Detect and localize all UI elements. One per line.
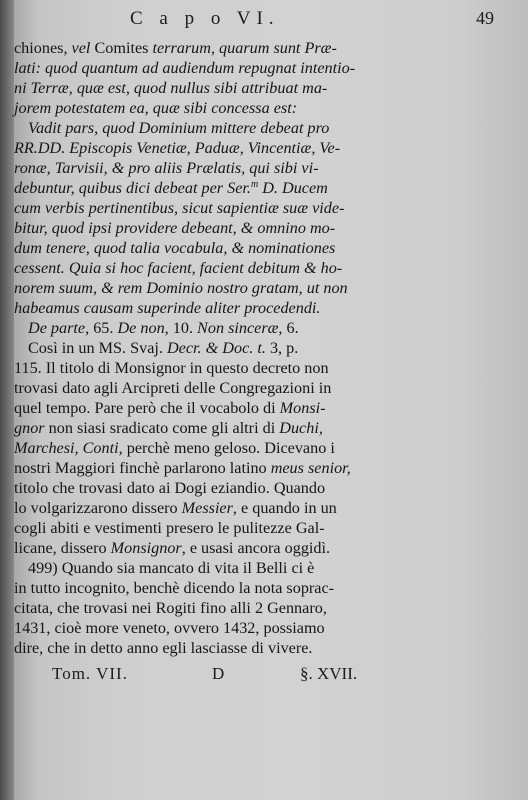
- text-line: [14, 258, 398, 278]
- text-segment: 10.: [172, 319, 198, 337]
- text-segment: lati: quod quantum ad audiendum repugnat intentio-: [14, 59, 356, 77]
- chapter-title: C a p o VI.: [130, 8, 280, 29]
- text-segment: habeamus causam superinde aliter procedendi.: [14, 299, 321, 317]
- text-segment: 3, p.: [265, 339, 299, 357]
- text-segment: bitur, quod ipsi providere debeant, & omnino mo-: [14, 219, 336, 237]
- text-segment: 115. Il titolo di Monsignor in questo decreto non: [14, 359, 329, 377]
- text-segment: Duchi,: [279, 419, 323, 437]
- text-segment: norem suum, & rem Dominio nostro gratam, ut non: [14, 279, 348, 297]
- text-segment: ni Terræ, quæ est, quod nullus sibi attribuat ma-: [14, 79, 328, 97]
- text-line: [14, 438, 398, 458]
- text-line: [14, 598, 398, 618]
- text-segment: 65.: [93, 319, 118, 337]
- text-segment: 499) Quando sia mancato di vita il Belli ci è: [28, 559, 315, 577]
- text-segment: dire, che in detto anno egli lasciasse di vivere.: [14, 639, 313, 657]
- text-segment: cum verbis pertinentibus, sicut sapientiæ suæ vide-: [14, 199, 345, 217]
- text-segment: titolo che trovasi dato ai Dogi eziandio. Quando: [14, 479, 326, 497]
- text-segment: Così in un MS. Svaj.: [28, 339, 167, 357]
- text-line: [14, 358, 398, 378]
- text-line: [14, 278, 398, 298]
- text-line: [14, 538, 398, 558]
- text-line: [14, 338, 398, 358]
- text-segment: Monsi-: [279, 399, 326, 417]
- text-segment: ronæ, Tarvisii, & pro aliis Prælatis, qui sibi vi-: [14, 159, 319, 177]
- running-head: [0, 8, 528, 34]
- text-line: [14, 378, 398, 398]
- text-line: [14, 478, 398, 498]
- text-line: [14, 398, 398, 418]
- text-segment: meus senior,: [270, 459, 351, 477]
- text-segment: in tutto incognito, benchè dicendo la nota soprac-: [14, 579, 335, 597]
- text-segment: trovasi dato agli Arcipreti delle Congregazioni in: [14, 379, 332, 397]
- text-segment: jorem potestatem ea, quæ sibi concessa est:: [14, 99, 298, 117]
- text-line: [14, 618, 398, 638]
- text-segment: cessent. Quia si hoc facient, facient debitum & ho-: [14, 259, 343, 277]
- text-line: [14, 138, 398, 158]
- text-line: [14, 98, 398, 118]
- text-segment: citata, che trovasi nei Rogiti fino alli 2 Gennaro,: [14, 599, 327, 617]
- text-line: [14, 178, 398, 198]
- body-text: [14, 38, 398, 658]
- text-segment: , e usasi ancora oggidì.: [181, 539, 331, 557]
- text-line: [14, 238, 398, 258]
- text-segment: Non sinceræ,: [197, 319, 287, 337]
- text-line: [14, 418, 398, 438]
- page-number: 49: [476, 8, 494, 28]
- text-segment: Monsignor: [110, 539, 182, 557]
- text-segment: D. Ducem: [258, 179, 328, 197]
- text-segment: perchè meno geloso. Dicevano i: [122, 439, 335, 457]
- text-segment: dum tenere, quod talia vocabula, & nominationes: [14, 239, 336, 257]
- text-segment: cogli abiti e vestimenti presero le pulitezze Gal-: [14, 519, 325, 537]
- text-line: [14, 558, 398, 578]
- catchword: §. XVII.: [300, 664, 358, 683]
- text-segment: Decr. & Doc. t.: [166, 339, 266, 357]
- text-line: [14, 118, 398, 138]
- text-segment: debuntur, quibus dici debeat per Ser.: [14, 179, 251, 197]
- text-segment: terrarum, quarum sunt Præ-: [152, 39, 337, 57]
- page-footer: [0, 664, 528, 688]
- text-segment: chiones,: [14, 39, 72, 57]
- text-line: [14, 198, 398, 218]
- text-line: [14, 158, 398, 178]
- signature-mark: D: [212, 664, 225, 683]
- text-segment: 6.: [286, 319, 299, 337]
- text-segment: Messier: [181, 499, 233, 517]
- text-segment: nostri Maggiori finchè parlarono latino: [14, 459, 271, 477]
- text-segment: RR.DD. Episcopis Venetiæ, Paduæ, Vincentiæ, Ve-: [14, 139, 341, 157]
- text-line: [14, 298, 398, 318]
- text-segment: , e quando in un: [232, 499, 337, 517]
- text-segment: De non,: [117, 319, 173, 337]
- text-line: [14, 518, 398, 538]
- text-segment: lo volgarizzarono dissero: [14, 499, 182, 517]
- text-segment: m: [250, 179, 259, 190]
- text-segment: vel: [71, 39, 91, 57]
- text-segment: Marchesi, Conti,: [14, 439, 123, 457]
- text-segment: quel tempo. Pare però che il vocabolo di: [14, 399, 280, 417]
- text-line: [14, 58, 398, 78]
- text-line: [14, 458, 398, 478]
- text-line: [14, 578, 398, 598]
- text-line: [14, 38, 398, 58]
- text-segment: Vadit pars, quod Dominium mittere debeat pro: [28, 119, 330, 137]
- text-line: [14, 318, 398, 338]
- text-segment: Comites: [90, 39, 153, 57]
- text-segment: De parte,: [28, 319, 94, 337]
- text-segment: gnor: [14, 419, 45, 437]
- text-line: [14, 218, 398, 238]
- text-line: [14, 498, 398, 518]
- text-segment: 1431, cioè more veneto, ovvero 1432, possiamo: [14, 619, 325, 637]
- text-segment: non siasi sradicato come gli altri di: [44, 419, 280, 437]
- text-line: [14, 638, 398, 658]
- text-segment: licane, dissero: [14, 539, 111, 557]
- volume-marker: Tom. VII.: [52, 664, 128, 683]
- text-line: [14, 78, 398, 98]
